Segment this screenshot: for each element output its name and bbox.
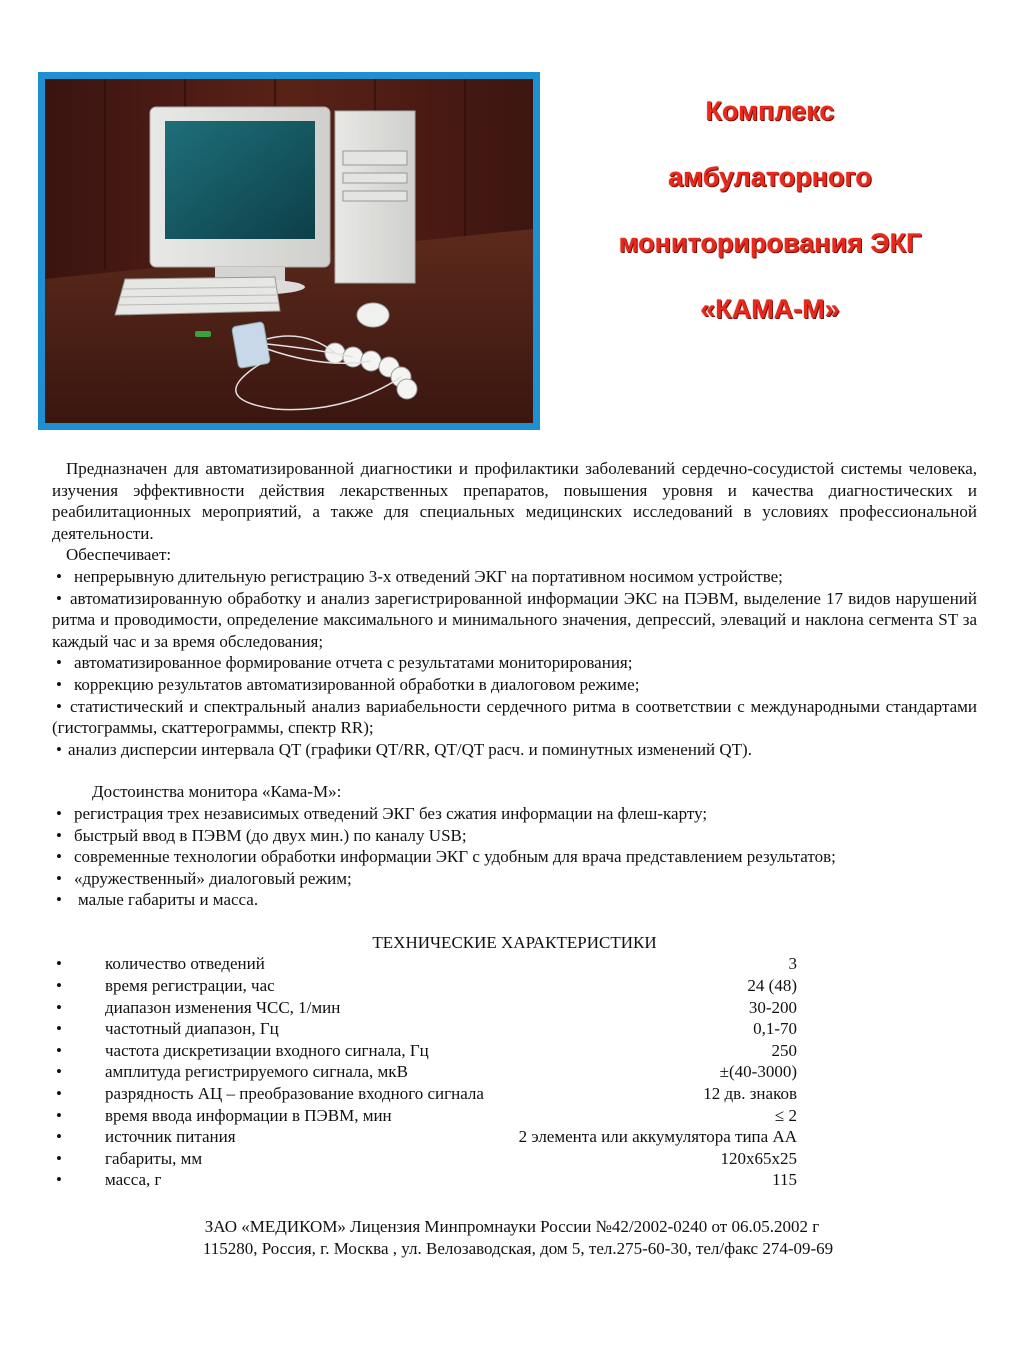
spec-name: источник питания xyxy=(105,1127,236,1147)
spec-row xyxy=(52,1083,977,1105)
bullet-icon: • xyxy=(56,653,62,673)
bullet-icon: • xyxy=(56,868,62,888)
spec-value: 12 дв. знаков xyxy=(703,1084,797,1104)
bullet-icon: • xyxy=(56,890,62,910)
spec-value: ≤ 2 xyxy=(774,1105,797,1125)
bullet-icon: • xyxy=(56,1148,62,1168)
spec-value: 2 элемента или аккумулятора типа АА xyxy=(518,1127,797,1147)
bullet-icon: • xyxy=(56,1105,62,1125)
title-line-2: амбулаторного xyxy=(668,162,872,192)
spec-value: 0,1-70 xyxy=(753,1019,797,1039)
list-item: • статистический и спектральный анализ вариабельности сердечного ритма в соответствии с международными стандартами (гистограммы, скаттерограммы, спектр RR); xyxy=(52,696,977,738)
spec-name: время ввода информации в ПЭВМ, мин xyxy=(105,1105,392,1125)
spec-name: частотный диапазон, Гц xyxy=(105,1019,279,1039)
spec-row xyxy=(52,1148,977,1170)
bullet-icon: • xyxy=(56,1170,62,1190)
company-footer xyxy=(0,1216,1024,1260)
bullet-icon: • xyxy=(56,954,62,974)
list-item: • «дружественный» диалоговый режим; xyxy=(56,868,352,888)
list-item: • анализ дисперсии интервала QT (графики QT/RR, QT/QT расч. и поминутных изменений QT). xyxy=(56,739,752,759)
bullet-icon: • xyxy=(56,566,62,586)
spec-row xyxy=(52,953,977,975)
spec-value: 3 xyxy=(788,954,797,974)
bullet-icon: • xyxy=(56,674,62,694)
list-item: • непрерывную длительную регистрацию 3-х отведений ЭКГ на портативном носимом устройстве; xyxy=(56,566,783,586)
provides-list xyxy=(52,566,977,760)
spec-name: габариты, мм xyxy=(105,1148,203,1168)
bullet-icon: • xyxy=(56,696,62,716)
bullet-icon: • xyxy=(56,1019,62,1039)
spec-row xyxy=(52,1126,977,1148)
title-line-1: Комплекс xyxy=(705,96,835,126)
spec-name: разрядность АЦ – преобразование входного сигнала xyxy=(105,1084,484,1104)
spec-value: 115 xyxy=(772,1170,797,1190)
spec-row xyxy=(52,1105,977,1127)
list-item: • автоматизированную обработку и анализ зарегистрированной информации ЭКС на ПЭВМ, выделение 17 видов нарушений ритма и проводимости, определение максимального и минимального значения, депрессий, элеваций и наклона сегмента ST за каждый час и за время обследования; xyxy=(52,588,977,651)
spec-row xyxy=(52,1061,977,1083)
spec-value: 250 xyxy=(771,1040,797,1060)
bullet-icon: • xyxy=(56,739,62,759)
spec-row xyxy=(52,1169,977,1191)
spec-row xyxy=(52,997,977,1019)
bullet-icon: • xyxy=(56,1127,62,1147)
advantages-heading: Достоинства монитора «Кама-М»: xyxy=(92,782,342,802)
product-title xyxy=(560,78,980,342)
list-item: • малые габариты и масса. xyxy=(56,890,259,910)
bullet-icon: • xyxy=(56,1040,62,1060)
spec-name: диапазон изменения ЧСС, 1/мин xyxy=(105,997,341,1017)
spec-name: амплитуда регистрируемого сигнала, мкВ xyxy=(105,1062,408,1082)
spec-value: 120x65x25 xyxy=(720,1148,797,1168)
product-photo-frame xyxy=(38,72,540,430)
list-item: • современные технологии обработки информации ЭКГ с удобным для врача представлением результатов; xyxy=(56,847,836,867)
specs-list xyxy=(52,953,977,1191)
title-line-4: «КАМА-М» xyxy=(700,294,840,324)
footer-license: ЗАО «МЕДИКОМ» Лицензия Минпромнауки России №42/2002-0240 от 06.05.2002 г xyxy=(204,1217,820,1236)
spec-name: время регистрации, час xyxy=(105,976,275,996)
footer-address: 115280, Россия, г. Москва , ул. Велозаводская, дом 5, тел.275-60-30, тел/факс 274-09-69 xyxy=(202,1239,834,1258)
spec-row xyxy=(52,1018,977,1040)
bullet-icon: • xyxy=(56,976,62,996)
bullet-icon: • xyxy=(56,1062,62,1082)
advantages-list xyxy=(52,803,977,911)
bullet-icon: • xyxy=(56,803,62,823)
bullet-icon: • xyxy=(56,825,62,845)
bullet-icon: • xyxy=(56,847,62,867)
list-item: • автоматизированное формирование отчета с результатами мониторирования; xyxy=(56,653,633,673)
intro-paragraph: Предназначен для автоматизированной диагностики и профилактики заболеваний сердечно-сосудистой системы человека, изучения эффективности действия лекарственных препаратов, повышения уровня и качества диагностических и реабилитационных мероприятий, а также для специальных медицинских исследований в условиях профессиональной деятельности. xyxy=(52,459,977,543)
spec-row xyxy=(52,975,977,997)
bullet-icon: • xyxy=(56,997,62,1017)
list-item: • быстрый ввод в ПЭВМ (до двух мин.) по каналу USB; xyxy=(56,825,467,845)
spec-row xyxy=(52,1040,977,1062)
bullet-icon: • xyxy=(56,1084,62,1104)
spec-value: 24 (48) xyxy=(747,976,797,996)
product-photo xyxy=(45,79,533,423)
specs-heading: ТЕХНИЧЕСКИЕ ХАРАКТЕРИСТИКИ xyxy=(372,932,657,952)
list-item: • коррекцию результатов автоматизированной обработки в диалоговом режиме; xyxy=(56,674,640,694)
bullet-icon: • xyxy=(56,588,62,608)
spec-value: ±(40-3000) xyxy=(719,1062,797,1082)
list-item: • регистрация трех независимых отведений ЭКГ без сжатия информации на флеш-карту; xyxy=(56,803,708,823)
document-body xyxy=(52,458,977,1191)
provides-heading: Обеспечивает: xyxy=(66,545,172,565)
title-line-3: мониторирования ЭКГ xyxy=(618,228,922,258)
spec-name: масса, г xyxy=(105,1170,162,1190)
spec-name: количество отведений xyxy=(105,954,265,974)
spec-value: 30-200 xyxy=(748,997,797,1017)
spec-name: частота дискретизации входного сигнала, Гц xyxy=(105,1040,429,1060)
